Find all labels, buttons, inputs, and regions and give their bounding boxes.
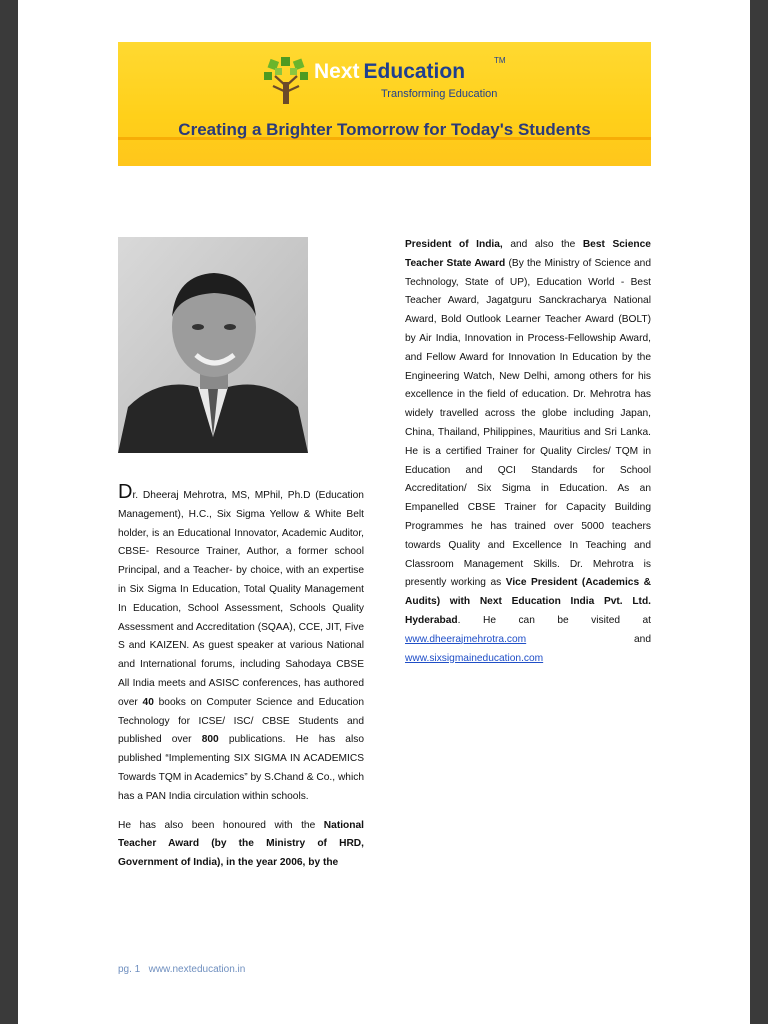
bio-text-1: Yellow & White Belt holder, is an Educational Innovator, Academic Auditor, CBSE- Resource Trainer, Author, a former school Principal, and a Teacher- by choice, with an expertise in Six Sigma In Education, Total Quality Management In Education, School Assessment, Schools Quality Assessment and Accreditation (SQAA), CCE, JIT, Five S and KAIZEN. As guest speaker at various National and International forums, including Sahodaya CBSE All India meets and ASISC conferences, has authored over	[118, 508, 364, 708]
honours-paragraph	[118, 817, 364, 873]
visit-text: . He can be visited at	[457, 614, 651, 626]
and-text: and	[634, 633, 651, 645]
bio-paragraph	[118, 483, 364, 807]
website-link-sixsigma[interactable]: www.sixsigmaineducation.com	[405, 652, 544, 664]
author-credentials: (Education Management), H.C., Six Sigma	[118, 490, 364, 520]
bio-text-3: publications. He has also published “Implementing SIX SIGMA IN ACADEMICS Towards TQM in Academics” by S.Chand & Co., which has a PAN India circulation within schools.	[118, 734, 364, 802]
footer-site: www.nexteducation.in	[148, 964, 246, 975]
science-award: Best Science Teacher State Award	[405, 239, 651, 269]
trademark: TM	[494, 56, 506, 65]
brand-next: Next	[314, 60, 360, 83]
brand-tagline: Transforming Education	[381, 88, 498, 100]
current-position: Vice President (Academics & Audits) with Next Education India Pvt. Ltd. Hyderabad	[405, 577, 651, 626]
dr-initial: D	[118, 481, 133, 503]
page-footer	[118, 964, 245, 975]
books-count: 40	[142, 696, 154, 708]
awards-paragraph	[405, 236, 651, 668]
tree-logo-icon	[263, 56, 309, 104]
brand-education: Education	[363, 60, 466, 83]
brand-name	[314, 60, 465, 84]
right-text-column	[405, 236, 651, 668]
website-link-dheerajmehrotra[interactable]: www.dheerajmehrotra.com	[405, 633, 527, 645]
banner-headline: Creating a Brighter Tomorrow for Today's Students	[178, 120, 591, 139]
header-banner	[118, 42, 651, 166]
bio-text-2: books on Computer Science and Education Technology for ICSE/ ISC/ CBSE Students and published over	[118, 696, 364, 746]
dr-suffix: r.	[132, 490, 139, 501]
honour-award: National Teacher Award (by the Ministry of HRD, Government of India), in the year 2006, by the	[118, 819, 364, 869]
and-also-text: and also the	[510, 239, 576, 250]
page-number: pg. 1	[118, 964, 141, 975]
honour-intro: He has also been honoured with the	[118, 819, 316, 831]
author-name: Dheeraj Mehrotra, MS, MPhil, Ph.D	[142, 490, 311, 501]
president-text: President of India,	[405, 239, 503, 250]
portrait-photo	[118, 237, 308, 453]
document-page	[18, 0, 750, 1024]
publications-count: 800	[201, 734, 219, 746]
awards-text: (By the Ministry of Science and Technology, State of UP), Education World - Best Teacher Award, Jagatguru Sanckracharya National Award, Bold Outlook Learner Teacher Award (BOLT) by Air India, Innovation in Process-Fellowship Award, and Fellow Award for Innovation In Education by the Engineering Watch, New Delhi, among others for his excellence in the field of education. Dr. Mehrotra has widely travelled across the globe including Japan, China, Thailand, Philippines, Mauritius and Sri Lanka. He is a certified Trainer for Quality Circles/ TQM in Education and QCI Standards for School Accreditation/ Six Sigma in Education. As an Empanelled CBSE Trainer for Capacity Building Programmes he has trained over 5000 teachers towards Quality and Excellence In Teaching and Classroom Management Skills. Dr. Mehrotra is presently working as	[405, 257, 651, 589]
left-text-column	[118, 483, 364, 873]
